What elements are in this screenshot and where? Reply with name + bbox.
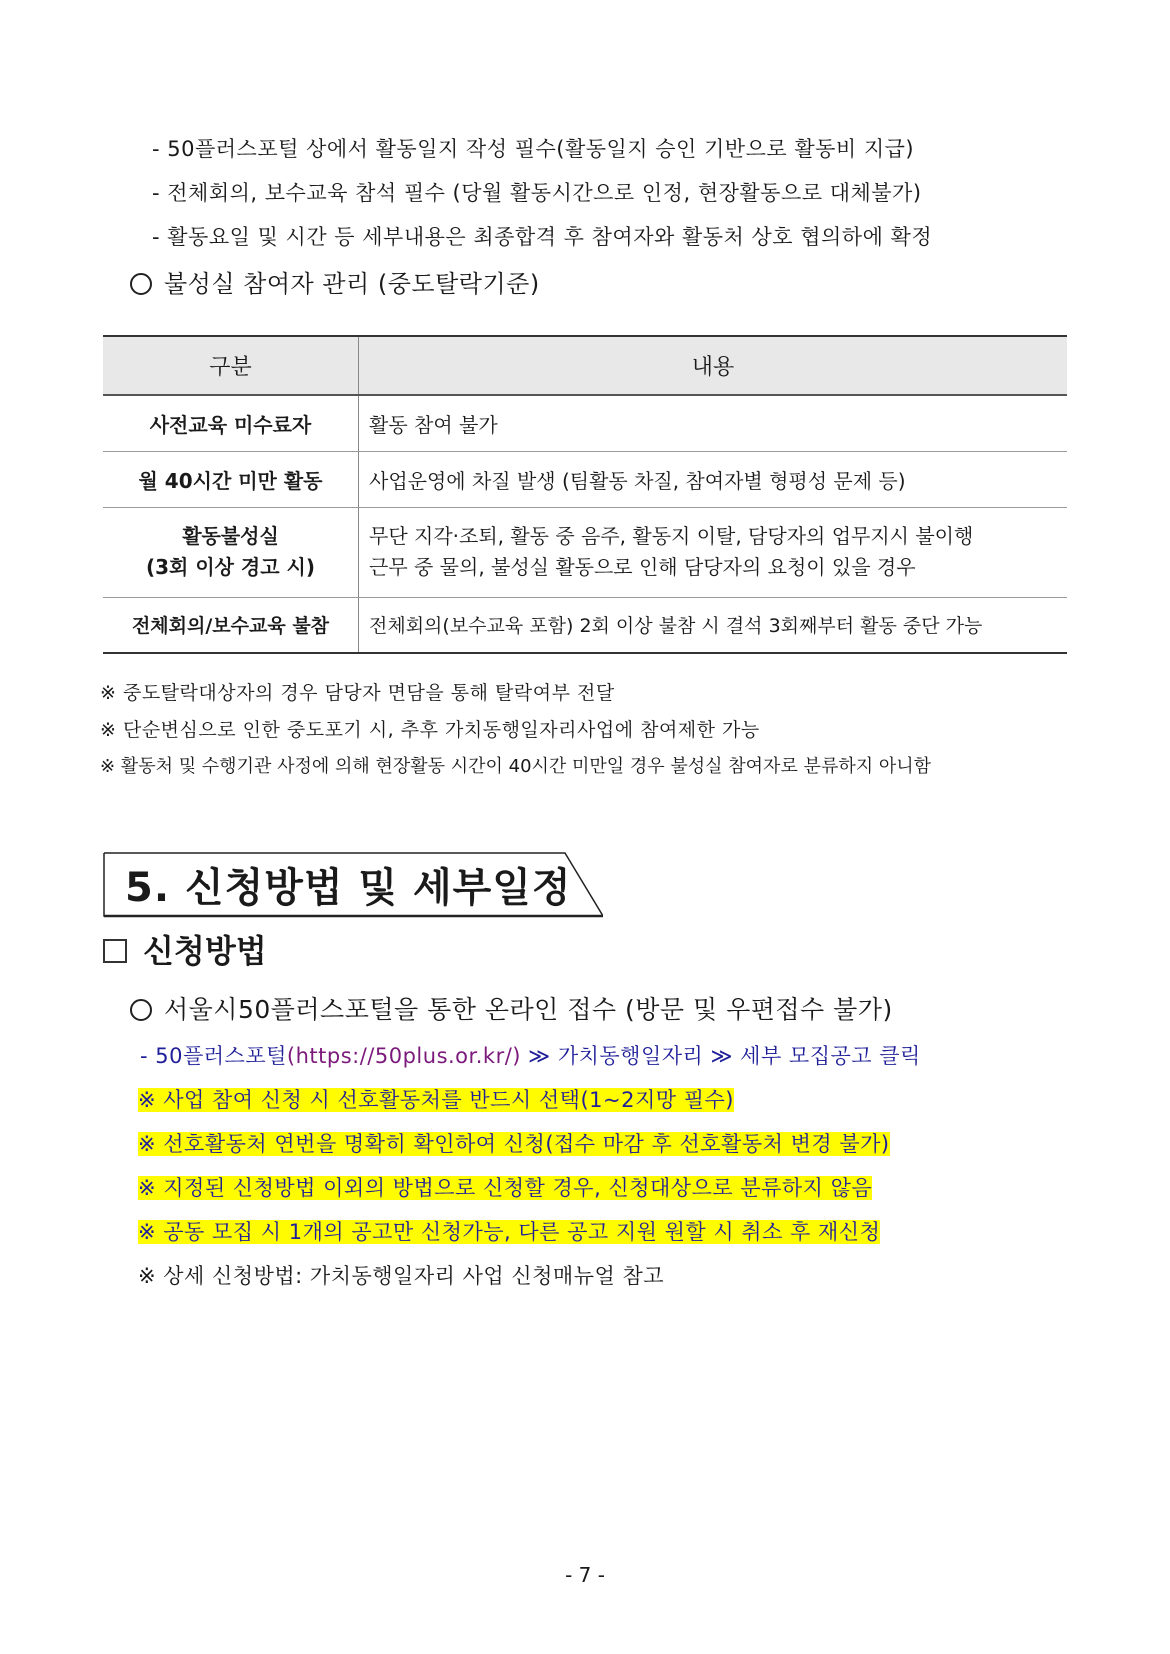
- note-dropout-interview: ※ 중도탈락대상자의 경우 담당자 면담을 통해 탈락여부 전달: [100, 682, 615, 704]
- header-category: 구분: [103, 336, 359, 395]
- table-row: [103, 395, 1067, 451]
- activity-rule-meeting: - 전체회의, 보수교육 참석 필수 (당월 활동시간으로 인정, 현장활동으로 대체불가): [152, 181, 922, 205]
- row-content: 활동 참여 불가: [359, 395, 1068, 451]
- row-content: 무단 지각·조퇴, 활동 중 음주, 활동지 이탈, 담당자의 업무지시 불이행 근무 중 물의, 불성실 활동으로 인해 담당자의 요청이 있을 경우: [359, 507, 1068, 597]
- row-category: 전체회의/보수교육 불참: [103, 597, 359, 653]
- section-title-box: [103, 852, 601, 916]
- portal-path: - 50플러스포털(https://50plus.or.kr/) ≫ 가치동행일자리 ≫ 세부 모집공고 클릭: [140, 1044, 921, 1068]
- highlight-note: ※ 사업 참여 신청 시 선호활동처를 반드시 선택(1~2지망 필수): [138, 1088, 734, 1112]
- note-exception: ※ 활동처 및 수행기관 사정에 의해 현장활동 시간이 40시간 미만일 경우 불성실 참여자로 분류하지 아니함: [100, 756, 931, 777]
- dropout-heading: 불성실 참여자 관리 (중도탈락기준): [130, 264, 540, 299]
- highlight-note: ※ 선호활동처 연번을 명확히 확인하여 신청(접수 마감 후 선호활동처 변경 불가): [138, 1132, 890, 1156]
- reference-note: ※ 상세 신청방법: 가치동행일자리 사업 신청매뉴얼 참고: [138, 1264, 665, 1288]
- circle-bullet-icon: [130, 273, 152, 295]
- highlight-note: ※ 지정된 신청방법 이외의 방법으로 신청할 경우, 신청대상으로 분류하지 않음: [138, 1176, 873, 1200]
- row-content: 사업운영에 차질 발생 (팀활동 차질, 참여자별 형평성 문제 등): [359, 451, 1068, 507]
- portal-link[interactable]: (https://50plus.or.kr/): [286, 1044, 521, 1068]
- activity-rule-schedule: - 활동요일 및 시간 등 세부내용은 최종합격 후 참여자와 활동처 상호 협의하에 확정: [152, 225, 933, 249]
- square-bullet-icon: [103, 939, 127, 963]
- table-header-row: [103, 336, 1067, 395]
- row-category: 활동불성실 (3회 이상 경고 시): [103, 507, 359, 597]
- page-number: - 7 -: [565, 1563, 605, 1587]
- table-row: [103, 507, 1067, 597]
- dropout-criteria-table: [103, 335, 1067, 654]
- section-title: 5. 신청방법 및 세부일정: [125, 865, 572, 911]
- header-content: 내용: [359, 336, 1068, 395]
- row-category: 사전교육 미수료자: [103, 395, 359, 451]
- row-category: 월 40시간 미만 활동: [103, 451, 359, 507]
- row-content: 전체회의(보수교육 포함) 2회 이상 불참 시 결석 3회째부터 활동 중단 가능: [359, 597, 1068, 653]
- table-row: [103, 451, 1067, 507]
- apply-method-line: 서울시50플러스포털을 통한 온라인 접수 (방문 및 우편접수 불가): [130, 990, 893, 1026]
- subheading-apply-method: 신청방법: [103, 926, 267, 972]
- note-voluntary-quit: ※ 단순변심으로 인한 중도포기 시, 추후 가치동행일자리사업에 참여제한 가능: [100, 719, 760, 741]
- circle-bullet-icon: [130, 999, 152, 1021]
- activity-rule-log: - 50플러스포털 상에서 활동일지 작성 필수(활동일지 승인 기반으로 활동비 지급): [152, 137, 915, 161]
- highlight-note: ※ 공동 모집 시 1개의 공고만 신청가능, 다른 공고 지원 원할 시 취소 후 재신청: [138, 1220, 881, 1244]
- table-row: [103, 597, 1067, 653]
